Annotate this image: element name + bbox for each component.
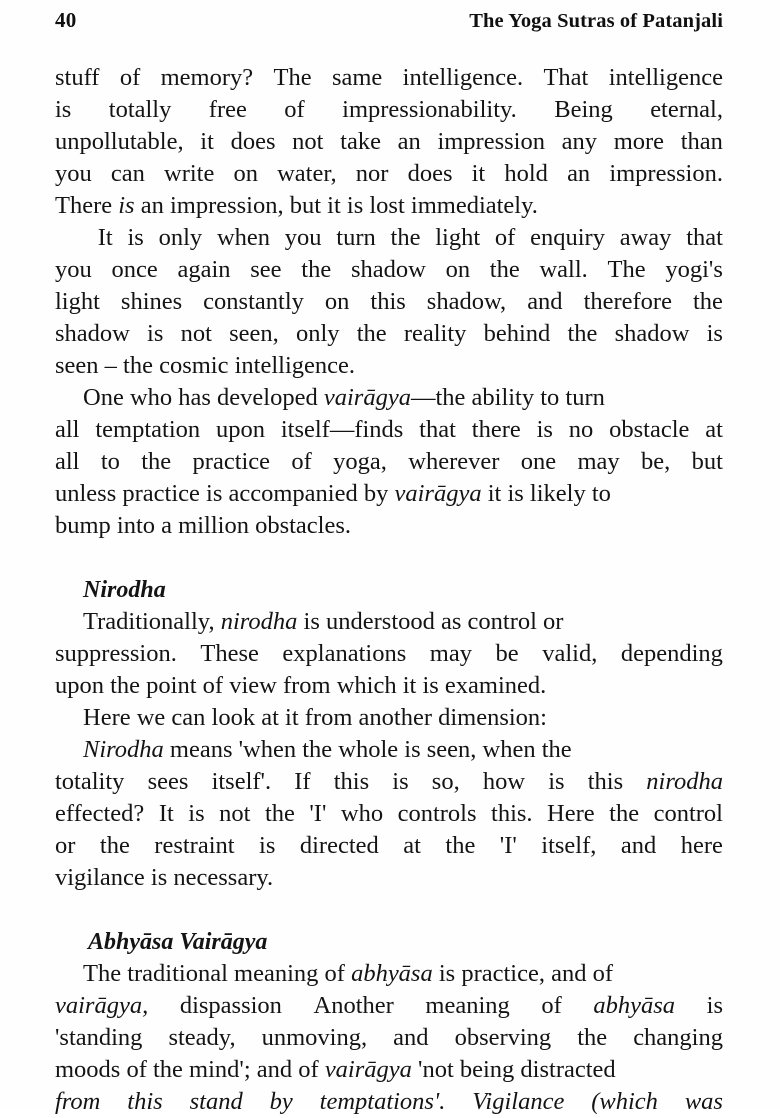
text-run: means 'when the whole is seen, when the [163, 736, 572, 763]
word: nor [355, 160, 389, 187]
text-line [55, 222, 723, 254]
word: on [445, 256, 471, 283]
word: directed [299, 832, 379, 859]
word: when [216, 224, 271, 251]
text-line [55, 62, 723, 94]
text-run: unless practice is accompanied by [55, 480, 395, 507]
word: yoga, [333, 448, 387, 475]
section-spacer [55, 894, 723, 926]
paragraph-indent [55, 958, 83, 990]
word: only [158, 224, 203, 251]
word: may [429, 640, 472, 667]
italic-term: vairāgya, [55, 992, 149, 1019]
text-line [55, 382, 723, 414]
text-run: —the ability to turn [410, 384, 605, 411]
text-line [55, 798, 723, 830]
word: effected? [55, 800, 145, 827]
text-line [55, 414, 723, 446]
word: itself, [541, 832, 597, 859]
text-line [55, 702, 723, 734]
word: The [273, 64, 312, 91]
text-line [55, 1086, 723, 1118]
word: the [692, 288, 723, 315]
text-line [55, 958, 723, 990]
word: there [471, 416, 521, 443]
word: from [55, 1088, 101, 1115]
word: shadow [55, 320, 130, 347]
text-line [55, 766, 723, 798]
word: any [561, 128, 598, 155]
word: turn [336, 224, 376, 251]
text-run: The traditional meaning of [83, 960, 352, 987]
word: is [127, 224, 144, 251]
word: controls [397, 800, 477, 827]
word: light [435, 224, 481, 251]
word: wherever [408, 448, 500, 475]
paragraph-nirodha-means [55, 734, 723, 894]
word: may [577, 448, 620, 475]
word: the [489, 256, 520, 283]
word: the [356, 320, 387, 347]
word: all [55, 448, 80, 475]
section-spacer [55, 542, 723, 574]
word: does [230, 128, 276, 155]
word: observing [454, 1024, 552, 1051]
word: water, [277, 160, 337, 187]
word: of [541, 992, 562, 1019]
word: same [331, 64, 383, 91]
paragraph-vairagya [55, 382, 723, 542]
word: not [180, 320, 212, 347]
word: Another [313, 992, 394, 1019]
word: Vigilance [472, 1088, 565, 1115]
word: than [680, 128, 723, 155]
word: be, [641, 448, 671, 475]
word: suppression. [55, 640, 177, 667]
word: you [55, 160, 92, 187]
heading-indent [55, 926, 88, 958]
word: shadow [614, 320, 690, 347]
word: changing [633, 1024, 723, 1051]
word: totality [55, 768, 125, 795]
text-run: bump into a million obstacles. [55, 512, 352, 539]
word: 'I' [499, 832, 517, 859]
word: light [55, 288, 100, 315]
word: That [543, 64, 589, 91]
heading-text: Abhyāsa Vairāgya [88, 929, 268, 955]
word: this [333, 768, 370, 795]
paragraph-nirodha-traditional [55, 606, 723, 702]
text-run: seen – the cosmic intelligence. [55, 352, 356, 379]
text-line [55, 990, 723, 1022]
word: not [219, 800, 251, 827]
word: depending [620, 640, 723, 667]
heading-text: Nirodha [83, 577, 166, 603]
text-run: Here we can look at it from another dimension: [83, 704, 547, 731]
word: stand [189, 1088, 243, 1115]
text-run: an impression, but it is lost immediately. [134, 192, 538, 219]
word: the [99, 832, 130, 859]
word: impression. [609, 160, 723, 187]
word: and [620, 832, 657, 859]
text-line [55, 350, 723, 382]
word: is [548, 768, 565, 795]
italic-term: abhyāsa [351, 960, 433, 987]
word: unmoving, [261, 1024, 368, 1051]
word: here [680, 832, 723, 859]
word: itself—finds [280, 416, 404, 443]
word: was [684, 1088, 723, 1115]
word: The [607, 256, 646, 283]
word: is [392, 768, 409, 795]
word: meaning [425, 992, 510, 1019]
italic-term: vairāgya [394, 480, 482, 507]
word: you [55, 256, 92, 283]
text-line [55, 606, 723, 638]
text-line [55, 446, 723, 478]
word: shadow [350, 256, 426, 283]
word: to [100, 448, 120, 475]
heading-indent [55, 574, 83, 606]
paragraph-indent [55, 382, 83, 414]
text-line [55, 510, 723, 542]
word: is [147, 320, 164, 347]
word: It [97, 224, 113, 251]
text-line [55, 734, 723, 766]
word: the [301, 256, 332, 283]
word: again [177, 256, 231, 283]
italic-term: is [118, 192, 135, 219]
word: can [110, 160, 145, 187]
italic-term: vairāgya [323, 384, 411, 411]
word: These [200, 640, 259, 667]
word: how [482, 768, 526, 795]
word: is [536, 416, 553, 443]
word: take [340, 128, 381, 155]
word: and [527, 288, 563, 315]
word: Being [554, 96, 613, 123]
word: explanations [282, 640, 407, 667]
word: therefore [583, 288, 672, 315]
word: unpollutable, [55, 128, 184, 155]
word: impression [437, 128, 545, 155]
text-line [55, 638, 723, 670]
text-run: moods of the mind'; and of [55, 1056, 325, 1083]
word: intelligence [608, 64, 723, 91]
word: on [324, 288, 350, 315]
paragraph-indent [55, 222, 83, 254]
paragraph-indent [55, 702, 83, 734]
word: intelligence. [402, 64, 524, 91]
text-line [55, 94, 723, 126]
word: it [471, 160, 486, 187]
word: itself'. [211, 768, 272, 795]
text-line [55, 1022, 723, 1054]
text-run: 'not being distracted [411, 1056, 616, 1083]
word: all [55, 416, 80, 443]
text-run: There [55, 192, 119, 219]
section-heading-nirodha [55, 574, 723, 606]
word: is [706, 320, 723, 347]
text-line [55, 254, 723, 286]
word: steady, [168, 1024, 236, 1051]
word: at [705, 416, 723, 443]
word: you [284, 224, 322, 251]
word: constantly [203, 288, 304, 315]
word: does [407, 160, 453, 187]
word: by [269, 1088, 293, 1115]
italic-term: Nirodha [83, 736, 164, 763]
text-line [55, 670, 723, 702]
word: the [390, 224, 421, 251]
word: is [55, 96, 72, 123]
word: the [141, 448, 172, 475]
italic-term: nirodha [220, 608, 298, 635]
word: the [567, 320, 598, 347]
running-head [55, 8, 723, 36]
word: no [568, 416, 594, 443]
word: not [292, 128, 324, 155]
word: one [520, 448, 557, 475]
word: only [295, 320, 340, 347]
paragraph-indent [55, 734, 83, 766]
page-number: 40 [55, 8, 77, 32]
word: who [340, 800, 384, 827]
text-line [55, 1054, 723, 1086]
word: is [259, 832, 276, 859]
word: Here [547, 800, 595, 827]
paragraph-indent [55, 606, 83, 638]
text-line [55, 190, 723, 222]
text-line [55, 126, 723, 158]
text-run: One who has developed [83, 384, 324, 411]
paragraph-another-dimension [55, 702, 723, 734]
word: upon [215, 416, 265, 443]
word: see [250, 256, 282, 283]
word: an [567, 160, 591, 187]
text-line [55, 862, 723, 894]
italic-term: nirodha [646, 768, 723, 795]
word: shadow, [426, 288, 507, 315]
word: impressionability. [342, 96, 517, 123]
text-line [55, 478, 723, 510]
word: or [55, 832, 76, 859]
text-run: upon the point of view from which it is examined. [55, 672, 547, 699]
word: away [619, 224, 672, 251]
word: this [587, 768, 624, 795]
word: the [609, 800, 640, 827]
word: obstacle [609, 416, 690, 443]
word: this [127, 1088, 163, 1115]
word: that [419, 416, 456, 443]
word: that [686, 224, 723, 251]
word: 'standing [55, 1024, 143, 1051]
word: it [200, 128, 214, 155]
word: yogi's [665, 256, 723, 283]
word: reality [403, 320, 467, 347]
text-run: is practice, and of [432, 960, 614, 987]
italic-term: vairāgya [324, 1056, 412, 1083]
word: sees [147, 768, 189, 795]
text-block [55, 62, 723, 1118]
italic-term: abhyāsa [593, 992, 676, 1019]
section-heading-abhyasa-vairagya [55, 926, 723, 958]
word: of [291, 448, 312, 475]
word: valid, [542, 640, 598, 667]
word: enquiry [530, 224, 605, 251]
text-run: Traditionally, [83, 608, 221, 635]
word: (which [591, 1088, 658, 1115]
word: temptations'. [319, 1088, 446, 1115]
word: is [706, 992, 723, 1019]
word: seen, [229, 320, 279, 347]
word: the [445, 832, 476, 859]
word: be [495, 640, 519, 667]
text-line [55, 158, 723, 190]
text-line [55, 286, 723, 318]
word: so, [431, 768, 460, 795]
word: stuff [55, 64, 100, 91]
word: wall. [539, 256, 588, 283]
word: It [158, 800, 174, 827]
word: more [613, 128, 665, 155]
word: totally [108, 96, 172, 123]
word: write [164, 160, 215, 187]
word: temptation [95, 416, 201, 443]
word: eternal, [650, 96, 723, 123]
word: memory? [160, 64, 254, 91]
running-title: The Yoga Sutras of Patanjali [469, 10, 723, 32]
word: but [691, 448, 723, 475]
word: this [370, 288, 406, 315]
word: of [119, 64, 141, 91]
word: an [397, 128, 421, 155]
word: this. [491, 800, 533, 827]
text-run: it is likely to [481, 480, 611, 507]
word: the [264, 800, 295, 827]
word: restraint [154, 832, 235, 859]
word: hold [504, 160, 548, 187]
word: on [233, 160, 258, 187]
word: practice [192, 448, 271, 475]
paragraph-continuation [55, 62, 723, 222]
word: of [284, 96, 305, 123]
word: control [653, 800, 723, 827]
text-line [55, 318, 723, 350]
word: dispassion [179, 992, 282, 1019]
text-run: is understood as control or [297, 608, 564, 635]
word: behind [483, 320, 551, 347]
word: once [111, 256, 158, 283]
text-line [55, 830, 723, 862]
word: 'I' [309, 800, 327, 827]
word: at [403, 832, 421, 859]
word: If [294, 768, 311, 795]
word: is [188, 800, 205, 827]
paragraph-abhyasa-meaning [55, 958, 723, 1118]
word: and [393, 1024, 429, 1051]
word: free [208, 96, 247, 123]
word: the [577, 1024, 608, 1051]
paragraph-enquiry [55, 222, 723, 382]
word: shines [120, 288, 183, 315]
word: of [494, 224, 516, 251]
text-run: vigilance is necessary. [55, 864, 274, 891]
